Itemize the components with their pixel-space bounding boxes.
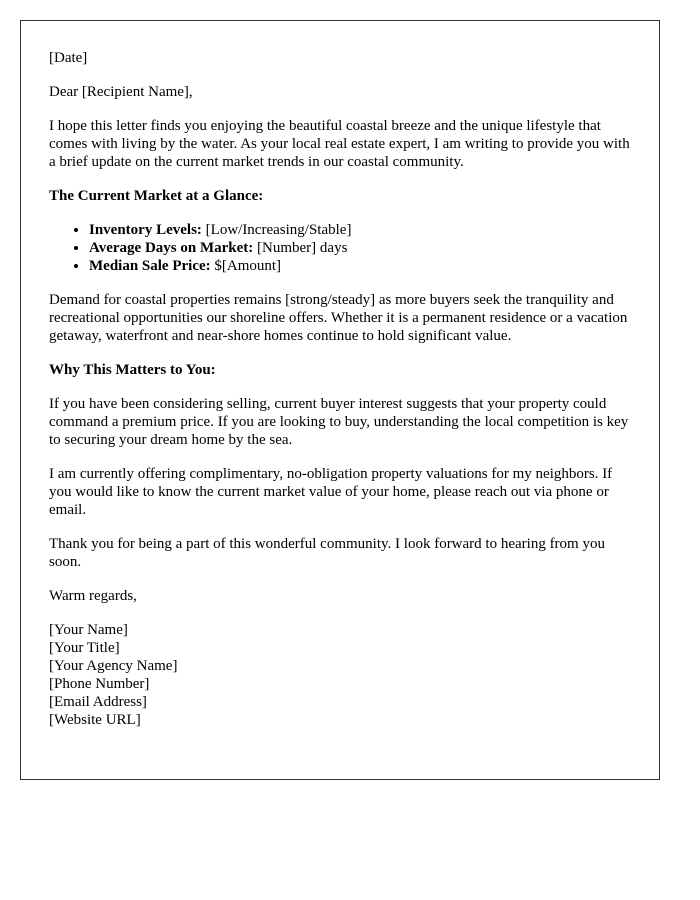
- why-heading: Why This Matters to You:: [49, 362, 216, 378]
- stat-value: [Low/Increasing/Stable]: [201, 222, 352, 238]
- offer-paragraph: I am currently offering complimentary, no-obligation property valuations for my neighbors. If you would like to know the current market value of your home, please reach out via phone or email.: [49, 466, 613, 518]
- list-item: [89, 257, 631, 275]
- letter-date: [Date]: [49, 50, 88, 66]
- signature-email: [Email Address]: [49, 694, 147, 710]
- signature-block: [49, 621, 631, 729]
- list-item: [89, 239, 631, 257]
- signature-agency: [Your Agency Name]: [49, 658, 178, 674]
- market-stats-list: [49, 221, 631, 275]
- signature-phone: [Phone Number]: [49, 676, 150, 692]
- stat-value: [Number] days: [253, 240, 348, 256]
- stat-label: Median Sale Price:: [89, 258, 211, 274]
- intro-paragraph: I hope this letter finds you enjoying the beautiful coastal breeze and the unique lifestyle that comes with living by the water. As your local real estate expert, I am writing to provide you with a brief update on the current market trends in our coastal community.: [49, 118, 630, 170]
- demand-paragraph: Demand for coastal properties remains [strong/steady] as more buyers seek the tranquility and recreational opportunities our shoreline offers. Whether it is a permanent residence or a vacation getaway, waterfront and near-shore homes continue to hold significant value.: [49, 292, 628, 344]
- signature-title: [Your Title]: [49, 640, 120, 656]
- list-item: [89, 221, 631, 239]
- thanks-paragraph: Thank you for being a part of this wonderful community. I look forward to hearing from you soon.: [49, 536, 605, 570]
- stat-value: $[Amount]: [210, 258, 282, 274]
- market-heading: The Current Market at a Glance:: [49, 188, 264, 204]
- closing-line: Warm regards,: [49, 588, 137, 604]
- signature-name: [Your Name]: [49, 622, 128, 638]
- letter-salutation: Dear [Recipient Name],: [49, 84, 193, 100]
- stat-label: Average Days on Market:: [89, 240, 254, 256]
- stat-label: Inventory Levels:: [89, 222, 202, 238]
- signature-website: [Website URL]: [49, 712, 141, 728]
- letter-page: [20, 20, 660, 780]
- why-paragraph: If you have been considering selling, current buyer interest suggests that your property could command a premium price. If you are looking to buy, understanding the local competition is key to securing your dream home by the sea.: [49, 396, 629, 448]
